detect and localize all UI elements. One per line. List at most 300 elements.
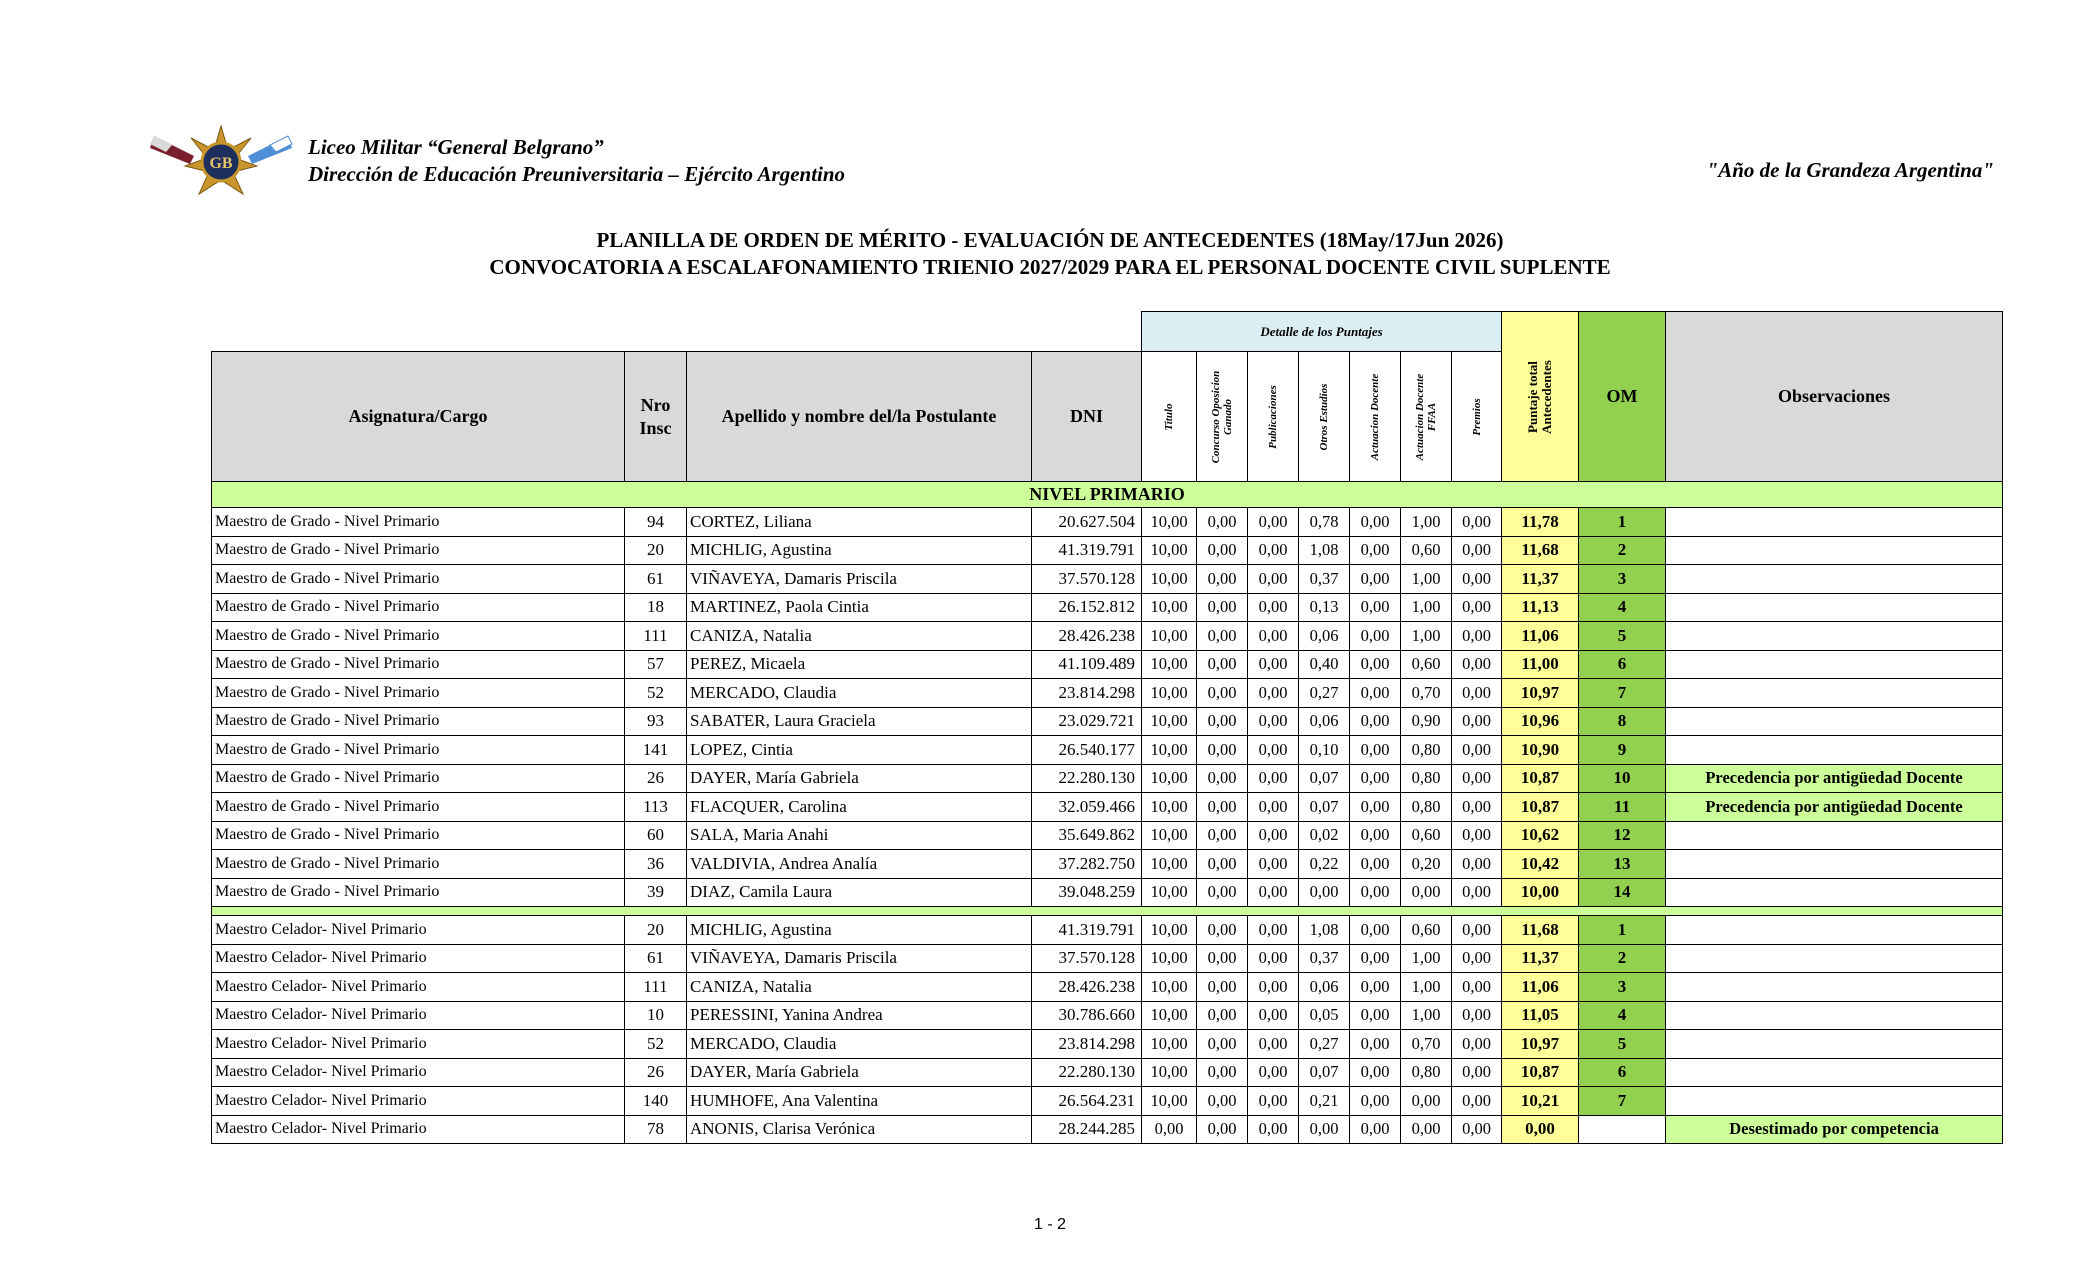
cell-premios: 0,00	[1452, 916, 1502, 945]
table-row	[212, 508, 2003, 537]
cell-publicaciones: 0,00	[1248, 916, 1299, 945]
cell-dni: 20.627.504	[1032, 508, 1142, 537]
cell-actuacion-docente: 0,00	[1350, 679, 1401, 708]
cell-om: 10	[1579, 764, 1666, 793]
cell-total: 0,00	[1502, 1115, 1579, 1144]
cell-premios: 0,00	[1452, 944, 1502, 973]
cell-actuacion-ffaa: 0,80	[1401, 764, 1452, 793]
cell-titulo: 10,00	[1142, 850, 1197, 879]
cell-titulo: 10,00	[1142, 736, 1197, 765]
cell-concurso: 0,00	[1197, 1058, 1248, 1087]
cell-otros-estudios: 0,00	[1299, 1115, 1350, 1144]
cell-actuacion-docente: 0,00	[1350, 650, 1401, 679]
cell-dni: 23.029.721	[1032, 707, 1142, 736]
cell-nombre: ANONIS, Clarisa Verónica	[687, 1115, 1032, 1144]
cell-total: 11,68	[1502, 536, 1579, 565]
cell-dni: 23.814.298	[1032, 1030, 1142, 1059]
cell-observaciones	[1666, 565, 2003, 594]
cell-observaciones	[1666, 916, 2003, 945]
cell-actuacion-ffaa: 1,00	[1401, 1001, 1452, 1030]
cell-actuacion-ffaa: 0,60	[1401, 916, 1452, 945]
cell-concurso: 0,00	[1197, 622, 1248, 651]
cell-dni: 37.282.750	[1032, 850, 1142, 879]
cell-nro-insc: 113	[625, 793, 687, 822]
cell-concurso: 0,00	[1197, 1001, 1248, 1030]
cell-dni: 22.280.130	[1032, 764, 1142, 793]
table-row	[212, 622, 2003, 651]
school-emblem-logo	[146, 118, 296, 198]
cell-total: 10,42	[1502, 850, 1579, 879]
cell-actuacion-docente: 0,00	[1350, 916, 1401, 945]
cell-total: 10,87	[1502, 764, 1579, 793]
table-row	[212, 1001, 2003, 1030]
cell-asignatura: Maestro de Grado - Nivel Primario	[212, 878, 625, 907]
cell-actuacion-docente: 0,00	[1350, 764, 1401, 793]
cell-dni: 26.564.231	[1032, 1087, 1142, 1116]
cell-om: 3	[1579, 565, 1666, 594]
cell-publicaciones: 0,00	[1248, 536, 1299, 565]
cell-actuacion-docente: 0,00	[1350, 1115, 1401, 1144]
header-dni: DNI	[1032, 352, 1142, 482]
cell-publicaciones: 0,00	[1248, 793, 1299, 822]
cell-titulo: 10,00	[1142, 944, 1197, 973]
table-row	[212, 736, 2003, 765]
cell-actuacion-ffaa: 0,60	[1401, 650, 1452, 679]
cell-total: 11,05	[1502, 1001, 1579, 1030]
cell-actuacion-ffaa: 1,00	[1401, 565, 1452, 594]
header-nombre: Apellido y nombre del/la Postulante	[687, 352, 1032, 482]
cell-concurso: 0,00	[1197, 944, 1248, 973]
cell-actuacion-ffaa: 0,80	[1401, 1058, 1452, 1087]
cell-observaciones	[1666, 944, 2003, 973]
cell-otros-estudios: 1,08	[1299, 916, 1350, 945]
cell-publicaciones: 0,00	[1248, 622, 1299, 651]
cell-asignatura: Maestro Celador- Nivel Primario	[212, 1115, 625, 1144]
cell-otros-estudios: 1,08	[1299, 536, 1350, 565]
cell-asignatura: Maestro Celador- Nivel Primario	[212, 1087, 625, 1116]
cell-publicaciones: 0,00	[1248, 650, 1299, 679]
cell-titulo: 10,00	[1142, 1087, 1197, 1116]
header-publicaciones: Publicaciones	[1248, 352, 1299, 482]
cell-nombre: FLACQUER, Carolina	[687, 793, 1032, 822]
cell-nombre: HUMHOFE, Ana Valentina	[687, 1087, 1032, 1116]
cell-premios: 0,00	[1452, 707, 1502, 736]
cell-concurso: 0,00	[1197, 973, 1248, 1002]
cell-otros-estudios: 0,13	[1299, 593, 1350, 622]
cell-asignatura: Maestro Celador- Nivel Primario	[212, 944, 625, 973]
cell-premios: 0,00	[1452, 736, 1502, 765]
table-row	[212, 593, 2003, 622]
cell-publicaciones: 0,00	[1248, 821, 1299, 850]
cell-om: 9	[1579, 736, 1666, 765]
cell-nombre: PERESSINI, Yanina Andrea	[687, 1001, 1032, 1030]
cell-concurso: 0,00	[1197, 536, 1248, 565]
cell-titulo: 10,00	[1142, 764, 1197, 793]
cell-actuacion-ffaa: 1,00	[1401, 944, 1452, 973]
cell-total: 10,87	[1502, 1058, 1579, 1087]
cell-observaciones: Precedencia por antigüedad Docente	[1666, 793, 2003, 822]
cell-observaciones	[1666, 1058, 2003, 1087]
cell-titulo: 10,00	[1142, 1058, 1197, 1087]
cell-actuacion-ffaa: 1,00	[1401, 622, 1452, 651]
cell-dni: 41.109.489	[1032, 650, 1142, 679]
cell-publicaciones: 0,00	[1248, 1058, 1299, 1087]
cell-otros-estudios: 0,78	[1299, 508, 1350, 537]
table-row	[212, 565, 2003, 594]
header-premios: Premios	[1452, 352, 1502, 482]
cell-om: 1	[1579, 508, 1666, 537]
cell-actuacion-docente: 0,00	[1350, 1087, 1401, 1116]
cell-actuacion-docente: 0,00	[1350, 1030, 1401, 1059]
cell-nro-insc: 61	[625, 944, 687, 973]
cell-otros-estudios: 0,06	[1299, 973, 1350, 1002]
cell-premios: 0,00	[1452, 565, 1502, 594]
cell-premios: 0,00	[1452, 679, 1502, 708]
title-line-2: CONVOCATORIA A ESCALAFONAMIENTO TRIENIO 2027/2029 PARA EL PERSONAL DOCENTE CIVIL SUPLENTE	[489, 255, 1611, 279]
cell-om: 2	[1579, 536, 1666, 565]
cell-titulo: 10,00	[1142, 508, 1197, 537]
cell-nro-insc: 111	[625, 973, 687, 1002]
cell-otros-estudios: 0,37	[1299, 944, 1350, 973]
cell-concurso: 0,00	[1197, 736, 1248, 765]
cell-nro-insc: 111	[625, 622, 687, 651]
cell-nro-insc: 78	[625, 1115, 687, 1144]
cell-asignatura: Maestro Celador- Nivel Primario	[212, 1058, 625, 1087]
cell-nro-insc: 93	[625, 707, 687, 736]
cell-publicaciones: 0,00	[1248, 736, 1299, 765]
cell-observaciones	[1666, 679, 2003, 708]
cell-observaciones: Desestimado por competencia	[1666, 1115, 2003, 1144]
cell-actuacion-docente: 0,00	[1350, 565, 1401, 594]
cell-om	[1579, 1115, 1666, 1144]
cell-otros-estudios: 0,05	[1299, 1001, 1350, 1030]
cell-titulo: 10,00	[1142, 707, 1197, 736]
cell-om: 11	[1579, 793, 1666, 822]
cell-nombre: SABATER, Laura Graciela	[687, 707, 1032, 736]
cell-total: 11,06	[1502, 973, 1579, 1002]
header-otros-estudios: Otros Estudios	[1299, 352, 1350, 482]
header-total-score: Puntaje total Antecedentes	[1502, 312, 1579, 482]
cell-concurso: 0,00	[1197, 764, 1248, 793]
cell-asignatura: Maestro de Grado - Nivel Primario	[212, 650, 625, 679]
table-row	[212, 878, 2003, 907]
cell-concurso: 0,00	[1197, 593, 1248, 622]
cell-actuacion-ffaa: 0,80	[1401, 736, 1452, 765]
cell-dni: 26.540.177	[1032, 736, 1142, 765]
cell-total: 10,62	[1502, 821, 1579, 850]
group-separator	[212, 907, 2003, 916]
cell-otros-estudios: 0,21	[1299, 1087, 1350, 1116]
cell-premios: 0,00	[1452, 764, 1502, 793]
cell-asignatura: Maestro de Grado - Nivel Primario	[212, 622, 625, 651]
cell-concurso: 0,00	[1197, 565, 1248, 594]
cell-asignatura: Maestro de Grado - Nivel Primario	[212, 593, 625, 622]
cell-premios: 0,00	[1452, 1001, 1502, 1030]
cell-premios: 0,00	[1452, 593, 1502, 622]
cell-asignatura: Maestro Celador- Nivel Primario	[212, 1030, 625, 1059]
cell-nro-insc: 20	[625, 916, 687, 945]
cell-actuacion-docente: 0,00	[1350, 793, 1401, 822]
cell-nro-insc: 140	[625, 1087, 687, 1116]
cell-nro-insc: 94	[625, 508, 687, 537]
cell-titulo: 10,00	[1142, 1001, 1197, 1030]
cell-premios: 0,00	[1452, 973, 1502, 1002]
table-row	[212, 821, 2003, 850]
cell-nombre: MARTINEZ, Paola Cintia	[687, 593, 1032, 622]
table-row	[212, 1058, 2003, 1087]
cell-actuacion-ffaa: 0,90	[1401, 707, 1452, 736]
cell-total: 10,00	[1502, 878, 1579, 907]
cell-publicaciones: 0,00	[1248, 944, 1299, 973]
cell-observaciones	[1666, 622, 2003, 651]
cell-nombre: CORTEZ, Liliana	[687, 508, 1032, 537]
cell-premios: 0,00	[1452, 878, 1502, 907]
cell-publicaciones: 0,00	[1248, 707, 1299, 736]
cell-dni: 28.426.238	[1032, 973, 1142, 1002]
cell-asignatura: Maestro de Grado - Nivel Primario	[212, 821, 625, 850]
cell-actuacion-docente: 0,00	[1350, 736, 1401, 765]
cell-total: 10,90	[1502, 736, 1579, 765]
cell-concurso: 0,00	[1197, 793, 1248, 822]
cell-otros-estudios: 0,22	[1299, 850, 1350, 879]
document-title	[0, 227, 2100, 281]
cell-concurso: 0,00	[1197, 1087, 1248, 1116]
cell-titulo: 10,00	[1142, 679, 1197, 708]
cell-nro-insc: 141	[625, 736, 687, 765]
cell-otros-estudios: 0,06	[1299, 622, 1350, 651]
cell-premios: 0,00	[1452, 536, 1502, 565]
institution-direction: Dirección de Educación Preuniversitaria – Ejército Argentino	[308, 162, 846, 186]
cell-asignatura: Maestro Celador- Nivel Primario	[212, 916, 625, 945]
cell-publicaciones: 0,00	[1248, 1115, 1299, 1144]
cell-actuacion-docente: 0,00	[1350, 1058, 1401, 1087]
cell-om: 8	[1579, 707, 1666, 736]
cell-asignatura: Maestro Celador- Nivel Primario	[212, 973, 625, 1002]
cell-dni: 39.048.259	[1032, 878, 1142, 907]
cell-om: 7	[1579, 679, 1666, 708]
cell-premios: 0,00	[1452, 850, 1502, 879]
cell-dni: 32.059.466	[1032, 793, 1142, 822]
cell-otros-estudios: 0,37	[1299, 565, 1350, 594]
table-row	[212, 793, 2003, 822]
cell-publicaciones: 0,00	[1248, 1030, 1299, 1059]
table-row	[212, 650, 2003, 679]
cell-observaciones	[1666, 1001, 2003, 1030]
header-observaciones: Observaciones	[1666, 312, 2003, 482]
cell-asignatura: Maestro de Grado - Nivel Primario	[212, 793, 625, 822]
cell-nro-insc: 20	[625, 536, 687, 565]
cell-om: 12	[1579, 821, 1666, 850]
cell-dni: 23.814.298	[1032, 679, 1142, 708]
cell-nombre: MERCADO, Claudia	[687, 679, 1032, 708]
cell-nro-insc: 61	[625, 565, 687, 594]
cell-asignatura: Maestro de Grado - Nivel Primario	[212, 536, 625, 565]
cell-om: 5	[1579, 622, 1666, 651]
cell-dni: 28.426.238	[1032, 622, 1142, 651]
cell-premios: 0,00	[1452, 1115, 1502, 1144]
cell-titulo: 10,00	[1142, 565, 1197, 594]
cell-dni: 37.570.128	[1032, 944, 1142, 973]
cell-nombre: DAYER, María Gabriela	[687, 764, 1032, 793]
cell-actuacion-docente: 0,00	[1350, 536, 1401, 565]
cell-publicaciones: 0,00	[1248, 878, 1299, 907]
cell-actuacion-docente: 0,00	[1350, 944, 1401, 973]
cell-observaciones	[1666, 821, 2003, 850]
cell-nombre: PEREZ, Micaela	[687, 650, 1032, 679]
cell-actuacion-docente: 0,00	[1350, 850, 1401, 879]
cell-titulo: 10,00	[1142, 793, 1197, 822]
cell-observaciones	[1666, 707, 2003, 736]
cell-total: 11,78	[1502, 508, 1579, 537]
table-row	[212, 764, 2003, 793]
cell-dni: 26.152.812	[1032, 593, 1142, 622]
cell-premios: 0,00	[1452, 650, 1502, 679]
cell-otros-estudios: 0,07	[1299, 764, 1350, 793]
cell-otros-estudios: 0,00	[1299, 878, 1350, 907]
cell-total: 10,97	[1502, 679, 1579, 708]
cell-observaciones	[1666, 1030, 2003, 1059]
cell-asignatura: Maestro de Grado - Nivel Primario	[212, 679, 625, 708]
cell-om: 1	[1579, 916, 1666, 945]
header-asignatura: Asignatura/Cargo	[212, 352, 625, 482]
cell-nro-insc: 36	[625, 850, 687, 879]
table-row	[212, 1115, 2003, 1144]
cell-premios: 0,00	[1452, 622, 1502, 651]
cell-nombre: SALA, Maria Anahi	[687, 821, 1032, 850]
title-line-1: PLANILLA DE ORDEN DE MÉRITO - EVALUACIÓN DE ANTECEDENTES (18May/17Jun 2026)	[596, 228, 1504, 252]
cell-observaciones	[1666, 973, 2003, 1002]
cell-dni: 28.244.285	[1032, 1115, 1142, 1144]
header-actuacion-docente: Actuacion Docente	[1350, 352, 1401, 482]
cell-actuacion-ffaa: 1,00	[1401, 508, 1452, 537]
cell-nombre: DAYER, María Gabriela	[687, 1058, 1032, 1087]
cell-nombre: MERCADO, Claudia	[687, 1030, 1032, 1059]
cell-concurso: 0,00	[1197, 679, 1248, 708]
table-row	[212, 707, 2003, 736]
cell-actuacion-ffaa: 0,60	[1401, 536, 1452, 565]
cell-nombre: CANIZA, Natalia	[687, 622, 1032, 651]
cell-premios: 0,00	[1452, 508, 1502, 537]
cell-asignatura: Maestro de Grado - Nivel Primario	[212, 508, 625, 537]
cell-concurso: 0,00	[1197, 508, 1248, 537]
cell-otros-estudios: 0,27	[1299, 679, 1350, 708]
cell-total: 11,00	[1502, 650, 1579, 679]
cell-actuacion-ffaa: 0,80	[1401, 793, 1452, 822]
cell-publicaciones: 0,00	[1248, 973, 1299, 1002]
cell-actuacion-docente: 0,00	[1350, 593, 1401, 622]
cell-nombre: VIÑAVEYA, Damaris Priscila	[687, 944, 1032, 973]
cell-nombre: MICHLIG, Agustina	[687, 536, 1032, 565]
table-row	[212, 944, 2003, 973]
cell-publicaciones: 0,00	[1248, 593, 1299, 622]
cell-actuacion-docente: 0,00	[1350, 973, 1401, 1002]
cell-nombre: CANIZA, Natalia	[687, 973, 1032, 1002]
cell-publicaciones: 0,00	[1248, 1001, 1299, 1030]
cell-actuacion-ffaa: 0,00	[1401, 878, 1452, 907]
cell-nombre: MICHLIG, Agustina	[687, 916, 1032, 945]
cell-total: 10,21	[1502, 1087, 1579, 1116]
header-concurso: Concurso Oposicion Ganado	[1197, 352, 1248, 482]
cell-dni: 22.280.130	[1032, 1058, 1142, 1087]
cell-dni: 30.786.660	[1032, 1001, 1142, 1030]
cell-observaciones	[1666, 878, 2003, 907]
cell-titulo: 10,00	[1142, 622, 1197, 651]
cell-observaciones	[1666, 536, 2003, 565]
table-row	[212, 1030, 2003, 1059]
cell-titulo: 10,00	[1142, 916, 1197, 945]
cell-premios: 0,00	[1452, 1058, 1502, 1087]
cell-asignatura: Maestro de Grado - Nivel Primario	[212, 764, 625, 793]
cell-dni: 37.570.128	[1032, 565, 1142, 594]
table-row	[212, 916, 2003, 945]
cell-nro-insc: 26	[625, 1058, 687, 1087]
cell-premios: 0,00	[1452, 1087, 1502, 1116]
cell-nro-insc: 26	[625, 764, 687, 793]
cell-om: 5	[1579, 1030, 1666, 1059]
cell-concurso: 0,00	[1197, 1115, 1248, 1144]
header-actuacion-ffaa: Actuacion Docente FFAA	[1401, 352, 1452, 482]
cell-publicaciones: 0,00	[1248, 565, 1299, 594]
cell-actuacion-docente: 0,00	[1350, 821, 1401, 850]
cell-publicaciones: 0,00	[1248, 1087, 1299, 1116]
table-row	[212, 850, 2003, 879]
cell-otros-estudios: 0,10	[1299, 736, 1350, 765]
cell-concurso: 0,00	[1197, 707, 1248, 736]
cell-premios: 0,00	[1452, 793, 1502, 822]
cell-titulo: 10,00	[1142, 650, 1197, 679]
cell-nro-insc: 10	[625, 1001, 687, 1030]
cell-om: 6	[1579, 1058, 1666, 1087]
cell-observaciones	[1666, 1087, 2003, 1116]
cell-titulo: 10,00	[1142, 878, 1197, 907]
cell-publicaciones: 0,00	[1248, 508, 1299, 537]
cell-observaciones	[1666, 508, 2003, 537]
cell-asignatura: Maestro de Grado - Nivel Primario	[212, 850, 625, 879]
cell-actuacion-ffaa: 0,00	[1401, 1087, 1452, 1116]
merit-order-table	[211, 311, 2003, 1144]
cell-nro-insc: 60	[625, 821, 687, 850]
cell-nro-insc: 18	[625, 593, 687, 622]
cell-actuacion-docente: 0,00	[1350, 1001, 1401, 1030]
cell-otros-estudios: 0,07	[1299, 1058, 1350, 1087]
cell-total: 11,06	[1502, 622, 1579, 651]
institution-name: Liceo Militar “General Belgrano”	[308, 135, 604, 159]
cell-actuacion-docente: 0,00	[1350, 508, 1401, 537]
cell-publicaciones: 0,00	[1248, 850, 1299, 879]
header-nro-insc: Nro Insc	[625, 352, 687, 482]
cell-actuacion-ffaa: 0,00	[1401, 1115, 1452, 1144]
cell-asignatura: Maestro de Grado - Nivel Primario	[212, 707, 625, 736]
cell-asignatura: Maestro Celador- Nivel Primario	[212, 1001, 625, 1030]
cell-total: 10,87	[1502, 793, 1579, 822]
cell-titulo: 10,00	[1142, 1030, 1197, 1059]
cell-titulo: 10,00	[1142, 821, 1197, 850]
page-number: 1 - 2	[1033, 1216, 1066, 1233]
cell-nro-insc: 52	[625, 679, 687, 708]
cell-observaciones: Precedencia por antigüedad Docente	[1666, 764, 2003, 793]
cell-observaciones	[1666, 593, 2003, 622]
cell-actuacion-ffaa: 1,00	[1401, 973, 1452, 1002]
cell-nro-insc: 52	[625, 1030, 687, 1059]
cell-dni: 41.319.791	[1032, 916, 1142, 945]
cell-total: 10,97	[1502, 1030, 1579, 1059]
cell-concurso: 0,00	[1197, 850, 1248, 879]
year-motto: "Año de la Grandeza Argentina"	[1706, 158, 1994, 182]
cell-nombre: LOPEZ, Cintia	[687, 736, 1032, 765]
section-nivel-primario: NIVEL PRIMARIO	[212, 482, 2003, 508]
cell-actuacion-ffaa: 0,20	[1401, 850, 1452, 879]
cell-observaciones	[1666, 850, 2003, 879]
